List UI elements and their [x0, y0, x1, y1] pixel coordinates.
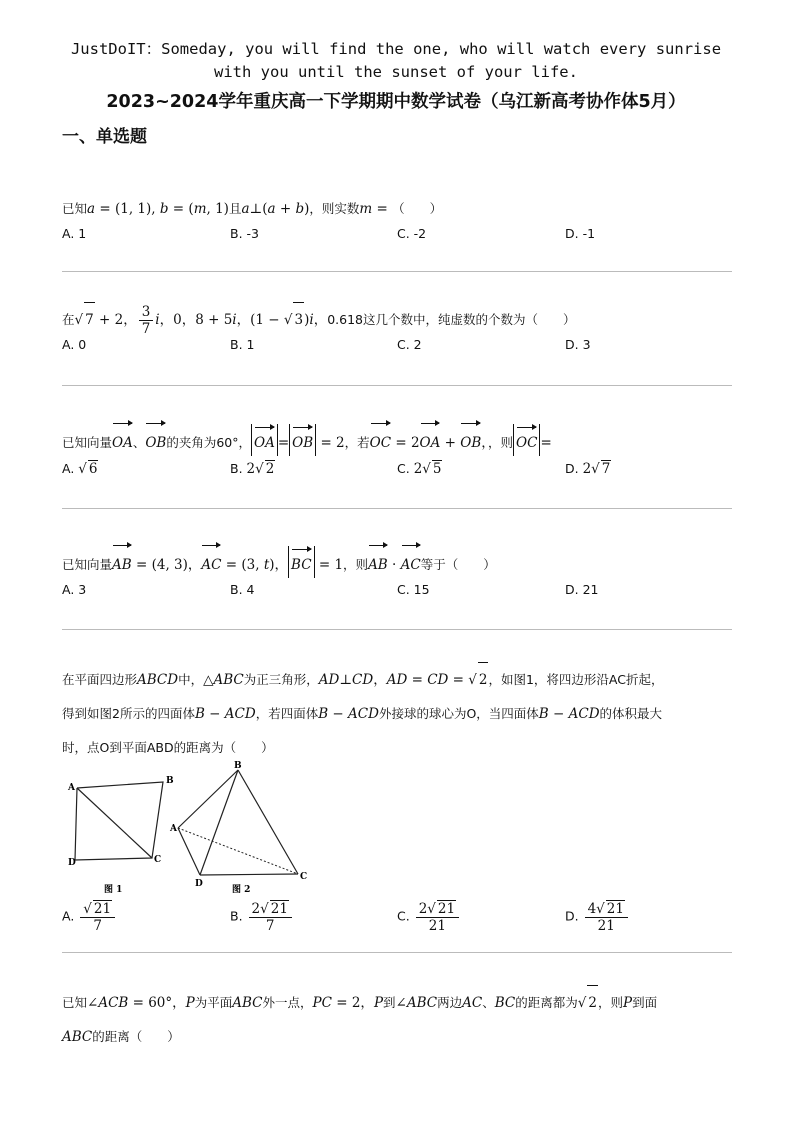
point-b-label: B [166, 776, 174, 786]
option-d[interactable]: D. -1 [565, 226, 596, 241]
question-4-options [62, 582, 732, 606]
option-c[interactable]: C. $\frac{2√ 21}{21}$ [397, 900, 461, 934]
figure-1 [67, 776, 174, 895]
divider [62, 385, 732, 386]
point-a-label: A [170, 824, 177, 834]
option-a[interactable]: A. √ 6 [62, 461, 98, 477]
figure-2 [169, 761, 307, 895]
option-c[interactable]: C. 2 [397, 337, 422, 352]
point-b-label: B [234, 761, 242, 771]
question-3-options [62, 460, 732, 484]
question-6-stem: 已知∠ACB = 60°，P为平面ABC外一点，PC = 2，P到∠ABC两边AC、BC的距离都为√ 2，则P到面 ABC的距离（ ） [62, 985, 732, 1054]
divider [62, 271, 732, 272]
question-4-stem: 已知向量AB = (4, 3)，AC = (3, t)， BC = 1，则AB · AC等于（ ） [62, 542, 732, 582]
question-3-stem: 已知向量OA、OB的夹角为60°， OA = OB = 2，若OC = 2OA + OB，，则 OC = [62, 420, 732, 460]
option-d[interactable]: D. 21 [565, 582, 599, 597]
option-c[interactable]: C. 15 [397, 582, 430, 597]
motto-line-2: with you until the sunset of your life. [214, 63, 578, 81]
divider [62, 508, 732, 509]
figure-2-caption: 图 2 [232, 885, 251, 895]
motto [0, 38, 792, 84]
question-5-stem: 在平面四边形ABCD中，△ABC为正三角形，AD⊥CD，AD = CD = √ 2，如图1，将四边形沿AC折起， 得到如图2所示的四面体B − ACD，若四面体B − ACD外接球的球心为O，当四面体B − ACD的体积最大 时，点O到平面ABD的距离为（ ） [62, 662, 732, 765]
section-heading: 一、单选题 [62, 127, 147, 147]
option-a[interactable]: A. 3 [62, 582, 87, 597]
option-a[interactable]: A. 0 [62, 337, 87, 352]
point-d-label: D [68, 858, 76, 868]
question-5 [62, 662, 732, 765]
page-title: 2023~2024学年重庆高一下学期期中数学试卷（乌江新高考协作体5月） [106, 92, 686, 112]
point-c-label: C [154, 855, 162, 865]
option-d[interactable]: D. 3 [565, 337, 591, 352]
point-a-label: A [68, 783, 75, 793]
point-d-label: D [195, 879, 203, 889]
question-4 [62, 542, 732, 606]
option-b[interactable]: B. $\frac{2√ 21}{7}$ [230, 900, 294, 934]
divider [62, 952, 732, 953]
question-6 [62, 985, 732, 1054]
question-2 [62, 302, 732, 361]
figure-1-caption: 图 1 [104, 885, 123, 895]
option-b[interactable]: B. 2√ 2 [230, 461, 275, 477]
question-5-options-block [62, 900, 732, 940]
point-c-label: C [300, 872, 308, 882]
motto-line-1: JustDoIT：Someday, you will find the one, who will watch every sunrise [70, 40, 722, 58]
question-5-options [62, 900, 732, 940]
option-b[interactable]: B. 1 [230, 337, 255, 352]
option-d[interactable]: D. 2√ 7 [565, 461, 611, 477]
question-2-options [62, 337, 732, 361]
question-3 [62, 420, 732, 484]
option-c[interactable]: C. -2 [397, 226, 427, 241]
option-b[interactable]: B. 4 [230, 582, 255, 597]
question-1 [62, 192, 732, 250]
option-d[interactable]: D. $\frac{4√ 21}{21}$ [565, 900, 630, 934]
question-2-stem: 在√ 7 + 2， $\frac{3}{7}$ i，0，8 + 5i，(1 − √ 3)i，0.618这几个数中，纯虚数的个数为（ ） [62, 304, 576, 337]
divider [62, 629, 732, 630]
question-1-stem: 已知a = (1, 1), b = (m, 1)且a⊥(a + b)，则实数m = （ ） [62, 201, 443, 217]
question-5-figure [62, 761, 322, 898]
option-c[interactable]: C. 2√ 5 [397, 461, 442, 477]
option-a[interactable]: A. $\frac{√ 21}{7}$ [62, 900, 117, 934]
question-1-options [62, 226, 732, 250]
option-a[interactable]: A. 1 [62, 226, 87, 241]
option-b[interactable]: B. -3 [230, 226, 259, 241]
